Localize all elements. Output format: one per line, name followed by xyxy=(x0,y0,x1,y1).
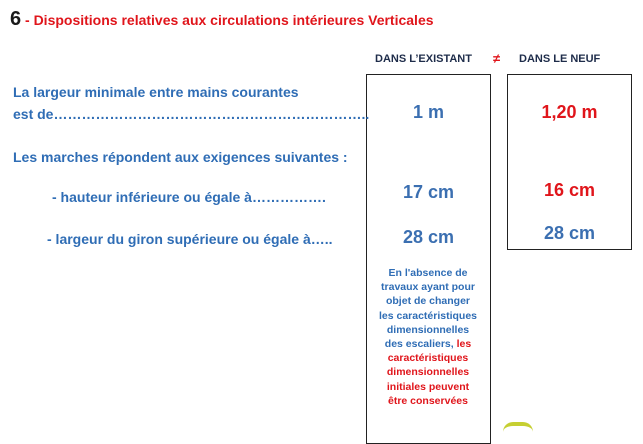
new-tread-value: 28 cm xyxy=(543,223,596,243)
header-existing: DANS L’EXISTANT xyxy=(375,53,472,65)
existing-width-value: 1 m xyxy=(412,102,445,122)
handrail-text-line2: est de………………………………………………………….. xyxy=(13,106,370,122)
note-line: les caractéristiques xyxy=(378,309,478,322)
note-line: travaux ayant pour xyxy=(381,281,475,294)
note-line: caractéristiques xyxy=(387,352,469,365)
note-red-fragment: les xyxy=(456,338,472,351)
slide-title xyxy=(10,8,434,31)
handrail-text-line1: La largeur minimale entre mains courantes xyxy=(13,84,299,100)
section-number: 6 xyxy=(10,8,22,30)
note-line: dimensionnelles xyxy=(386,323,470,336)
header-new: DANS LE NEUF xyxy=(519,53,601,65)
partial-decorative-mark xyxy=(503,422,533,434)
height-text: - hauteur inférieure ou égale à……………. xyxy=(52,189,326,205)
note-line: En l'absence de xyxy=(388,267,468,279)
new-height-value: 16 cm xyxy=(543,180,596,200)
existing-stairs-note xyxy=(369,266,487,408)
new-width-value: 1,20 m xyxy=(541,102,598,122)
note-line: initiales peuvent xyxy=(386,380,470,393)
section-title: - Dispositions relatives aux circulations intérieures Verticales xyxy=(21,12,434,28)
steps-intro-text: Les marches répondent aux exigences suivantes : xyxy=(13,149,348,165)
not-equal-sign: ≠ xyxy=(493,51,501,66)
existing-height-value: 17 cm xyxy=(402,182,455,202)
note-line: objet de changer xyxy=(385,295,470,308)
existing-tread-value: 28 cm xyxy=(402,227,455,247)
tread-text: - largeur du giron supérieure ou égale à….. xyxy=(47,231,333,247)
note-line: être conservées xyxy=(388,394,468,407)
note-line-mixed xyxy=(369,337,487,351)
note-line: dimensionnelles xyxy=(386,366,470,379)
note-blue-fragment: des escaliers, xyxy=(384,338,457,351)
